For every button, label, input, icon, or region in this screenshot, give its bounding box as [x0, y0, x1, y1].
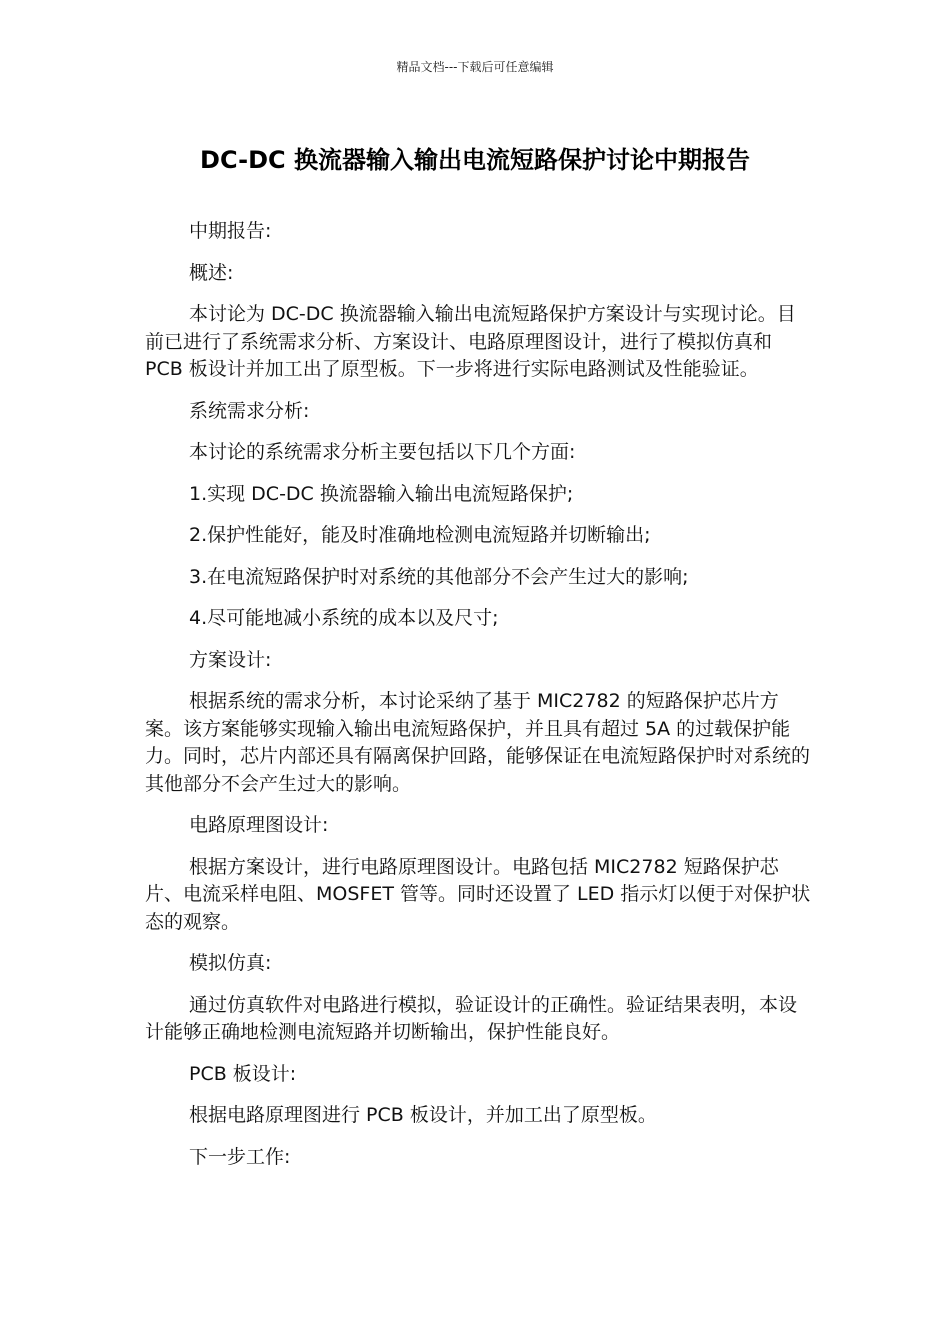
list-item-requirement-4: 4.尽可能地减小系统的成本以及尺寸; — [189, 607, 499, 629]
list-item-requirement-1: 1.实现 DC-DC 换流器输入输出电流短路保护; — [189, 482, 574, 505]
section-heading-scheme-design: 方案设计: — [189, 648, 272, 671]
paragraph-schematic-design: 根据方案设计，进行电路原理图设计。电路包括 MIC2782 短路保护芯片、电流采样电阻、MOSFET 管等。同时还设置了 LED 指示灯以便于对保护状态的观察。 — [145, 855, 811, 933]
section-heading-simulation: 模拟仿真: — [189, 952, 272, 974]
list-item-requirement-2: 2.保护性能好，能及时准确地检测电流短路并切断输出; — [189, 524, 651, 546]
paragraph-requirements-intro: 本讨论的系统需求分析主要包括以下几个方面: — [189, 441, 576, 463]
paragraph-scheme-design: 根据系统的需求分析，本讨论采纳了基于 MIC2782 的短路保护芯片方案。该方案能够实现输入输出电流短路保护，并且具有超过 5A 的过载保护能力。同时，芯片内部还具有隔离保护回路，能够保证在电流短路保护时对系统的其他部分不会产生过大的影响。 — [145, 690, 811, 795]
header-note: 精品文档---下载后可任意编辑 — [396, 60, 554, 74]
paragraph-simulation: 通过仿真软件对电路进行模拟，验证设计的正确性。验证结果表明，本设计能够正确地检测电流短路并切断输出，保护性能良好。 — [145, 993, 798, 1043]
section-heading-requirements: 系统需求分析: — [189, 399, 310, 422]
paragraph-pcb-design: 根据电路原理图进行 PCB 板设计，并加工出了原型板。 — [189, 1104, 657, 1126]
document-title: DC-DC 换流器输入输出电流短路保护讨论中期报告 — [200, 146, 750, 174]
section-heading-pcb-design: PCB 板设计: — [189, 1062, 297, 1085]
section-heading-interim-report: 中期报告: — [189, 220, 272, 242]
section-heading-next-steps: 下一步工作: — [189, 1145, 291, 1168]
section-heading-overview: 概述: — [189, 261, 234, 284]
section-heading-schematic-design: 电路原理图设计: — [189, 814, 329, 836]
paragraph-overview: 本讨论为 DC-DC 换流器输入输出电流短路保护方案设计与实现讨论。目前已进行了系统需求分析、方案设计、电路原理图设计，进行了模拟仿真和 PCB 板设计并加工出了原型板。下一步将进行实际电路测试及性能验证。 — [145, 303, 796, 380]
document-body — [145, 218, 813, 1185]
list-item-requirement-3: 3.在电流短路保护时对系统的其他部分不会产生过大的影响; — [189, 565, 689, 588]
